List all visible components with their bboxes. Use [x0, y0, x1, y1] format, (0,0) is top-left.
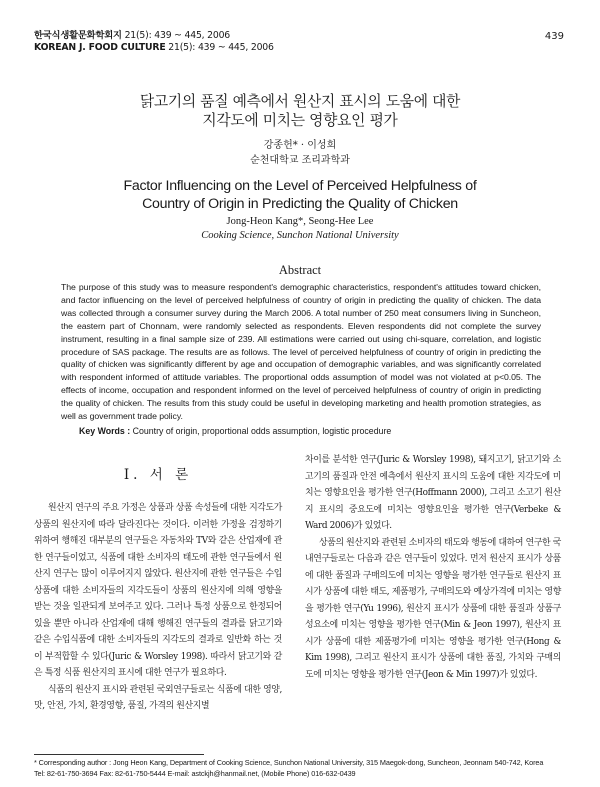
journal-volume-ko: 21(5): 439 ~ 445, 2006: [124, 30, 231, 41]
affiliation-english: Cooking Science, Sunchon National University: [201, 230, 399, 241]
footnote-contact: Tel: 82-61-750-3694 Fax: 82-61-750-5444 E-mail: astckjh@hanmail.net, (Mobile Phone) 016-632-0439: [34, 769, 356, 778]
title-english-line2: Country of Origin in Predicting the Quality of Chicken: [142, 195, 458, 212]
paragraph: 차이를 분석한 연구(Juric & Worsley 1998), 돼지고기, 닭고기와 소고기의 품질과 안전 예측에서 원산지 표시의 도움에 대한 지각도에 미치는 영향요인을 평가한 연구(Hoffmann 2000), 그리고 소고기 원산지 표시의 중요도에 미치는 영향요인을 평가한 연구(Verbeke & Ward 2006)가 있었다.: [305, 455, 561, 531]
paragraph: 상품의 원산지와 관련된 소비자의 태도와 행동에 대하여 연구한 국내연구들로는 다음과 같은 연구들이 있었다. 먼저 원산지 표시가 상품에 대한 품질과 구매의도에 미치는 영향을 평가한 연구들로 원산지 표시가 상품에 대한 태도, 제품평가, 구매의도와 예상가격에 미치는 영향을 평가한 연구(Yu 1996), 원산지 표시가 상품에 대한 품질과 상품구성요소에 미치는 영향을 평가한 연구(Min & Jeon 1997), 원산지 표시가 상품에 대한 제품평가에 미치는 영향을 평가한 연구(Hong & Kim 1998), 그리고 원산지 표시가 상품에 대한 품질, 가치와 구매의도에 미치는 영향을 평가한 연구(Jeon & Min 1997)가 있었다.: [305, 537, 561, 680]
title-korean: [0, 92, 600, 130]
journal-name-en: KOREAN J. FOOD CULTURE: [34, 41, 166, 53]
title-english-line1: Factor Influencing on the Level of Perceived Helpfulness of: [123, 178, 477, 194]
body-column-right: [305, 452, 561, 683]
title-korean-line1: 닭고기의 품질 예측에서 원산지 표시의 도움에 대한: [139, 93, 461, 110]
authors-korean: 강종헌* · 이성희: [263, 140, 337, 151]
title-korean-line2: 지각도에 미치는 영향요인 평가: [202, 112, 398, 129]
footnote: [34, 757, 574, 779]
journal-volume-en: 21(5): 439 ~ 445, 2006: [168, 41, 274, 53]
body-column-left: [34, 500, 282, 715]
title-english: [0, 178, 600, 213]
paragraph: 식품의 원산지 표시와 관련된 국외연구들로는 식품에 대한 영양, 맛, 안전, 가치, 환경영향, 품질, 가격의 원산지별: [34, 684, 282, 711]
footnote-divider: [34, 754, 204, 755]
paragraph: 원산지 연구의 주요 가정은 상품과 상품 속성들에 대한 지각도가 상품의 원산지에 따라 달라진다는 것이다. 이러한 가정을 검정하기 위하여 행해진 대부분의 연구들은 자동차와 TV와 같은 산업재에 관한 연구들이었고, 식품에 대한 소비자의 태도에 관한 연구들에서 원산지 연구는 많이 이루어지지 않았다. 원산지에 관한 연구들은 수입상품에 대한 소비자들의 지각도들이 상품의 원산지에 의해 영향을 받는 것을 일관되게 보여주고 있다. 그러나 특정 상품으로 한정되어 있을 뿐만 아니라 산업재에 대해 행해진 연구들의 결과를 닭고기와 같은 수입식품에 대한 소비자들의 지각도의 결과로 일반화 하는 것이 부적합할 수 있다(Juric & Worsley 1998). 따라서 닭고기와 같은 특정 식품 원산지의 표시에 대한 연구가 필요하다.: [34, 503, 282, 678]
journal-name-ko: 한국식생활문화학회지: [34, 30, 122, 41]
section-heading-introduction: I. 서 론: [123, 467, 193, 483]
authors-english: Jong-Heon Kang*, Seong-Hee Lee: [226, 216, 374, 227]
keywords: [79, 426, 391, 436]
journal-header: [34, 30, 274, 53]
page-number: 439: [544, 31, 564, 42]
abstract-heading: Abstract: [278, 263, 322, 277]
keywords-label: Key Words :: [79, 426, 131, 436]
footnote-author: * Corresponding author : Jong Heon Kang, Department of Cooking Science, Sunchon National University, 315 Maegok-dong, Suncheon, Jeonnam 540-742, Korea: [34, 758, 544, 767]
affiliation-korean: 순천대학교 조리과학과: [250, 155, 350, 166]
keywords-text: Country of origin, proportional odds assumption, logistic procedure: [132, 426, 392, 436]
abstract-body: The purpose of this study was to measure respondent's demographic characteristics, respondent's attitudes toward chicken, and factor influencing on the level of perceived helpfulness of country of origin in predicting the quality of chicken. The data was collected through a consumer survey during the March 2006. A total number of 250 meat consumers living in Suncheon, the eastern part of Chonnam, were randomly selected as respondents. Eleven respondents did not complete the survey instrument, resulting in a final sample size of 239. All estimations were carried out using chi-square, correlation, and logistic procedure of SAS package. The results are as follows. The level of perceived helpfulness of country of origin in predicting the quality of chicken was significantly different by age and occupation of demographic variables, and was significantly correlated with respondent informed of attitude variables. The proportional odds assumption of model was not violated at p<0.05. The effects of income, occupation and respondent informed on the level of perceived helpfulness of country of origin in predicting the quality of chicken. The results from this study could be useful in developing marketing and health promotion strategies, as well as government trade policy.: [61, 282, 541, 422]
